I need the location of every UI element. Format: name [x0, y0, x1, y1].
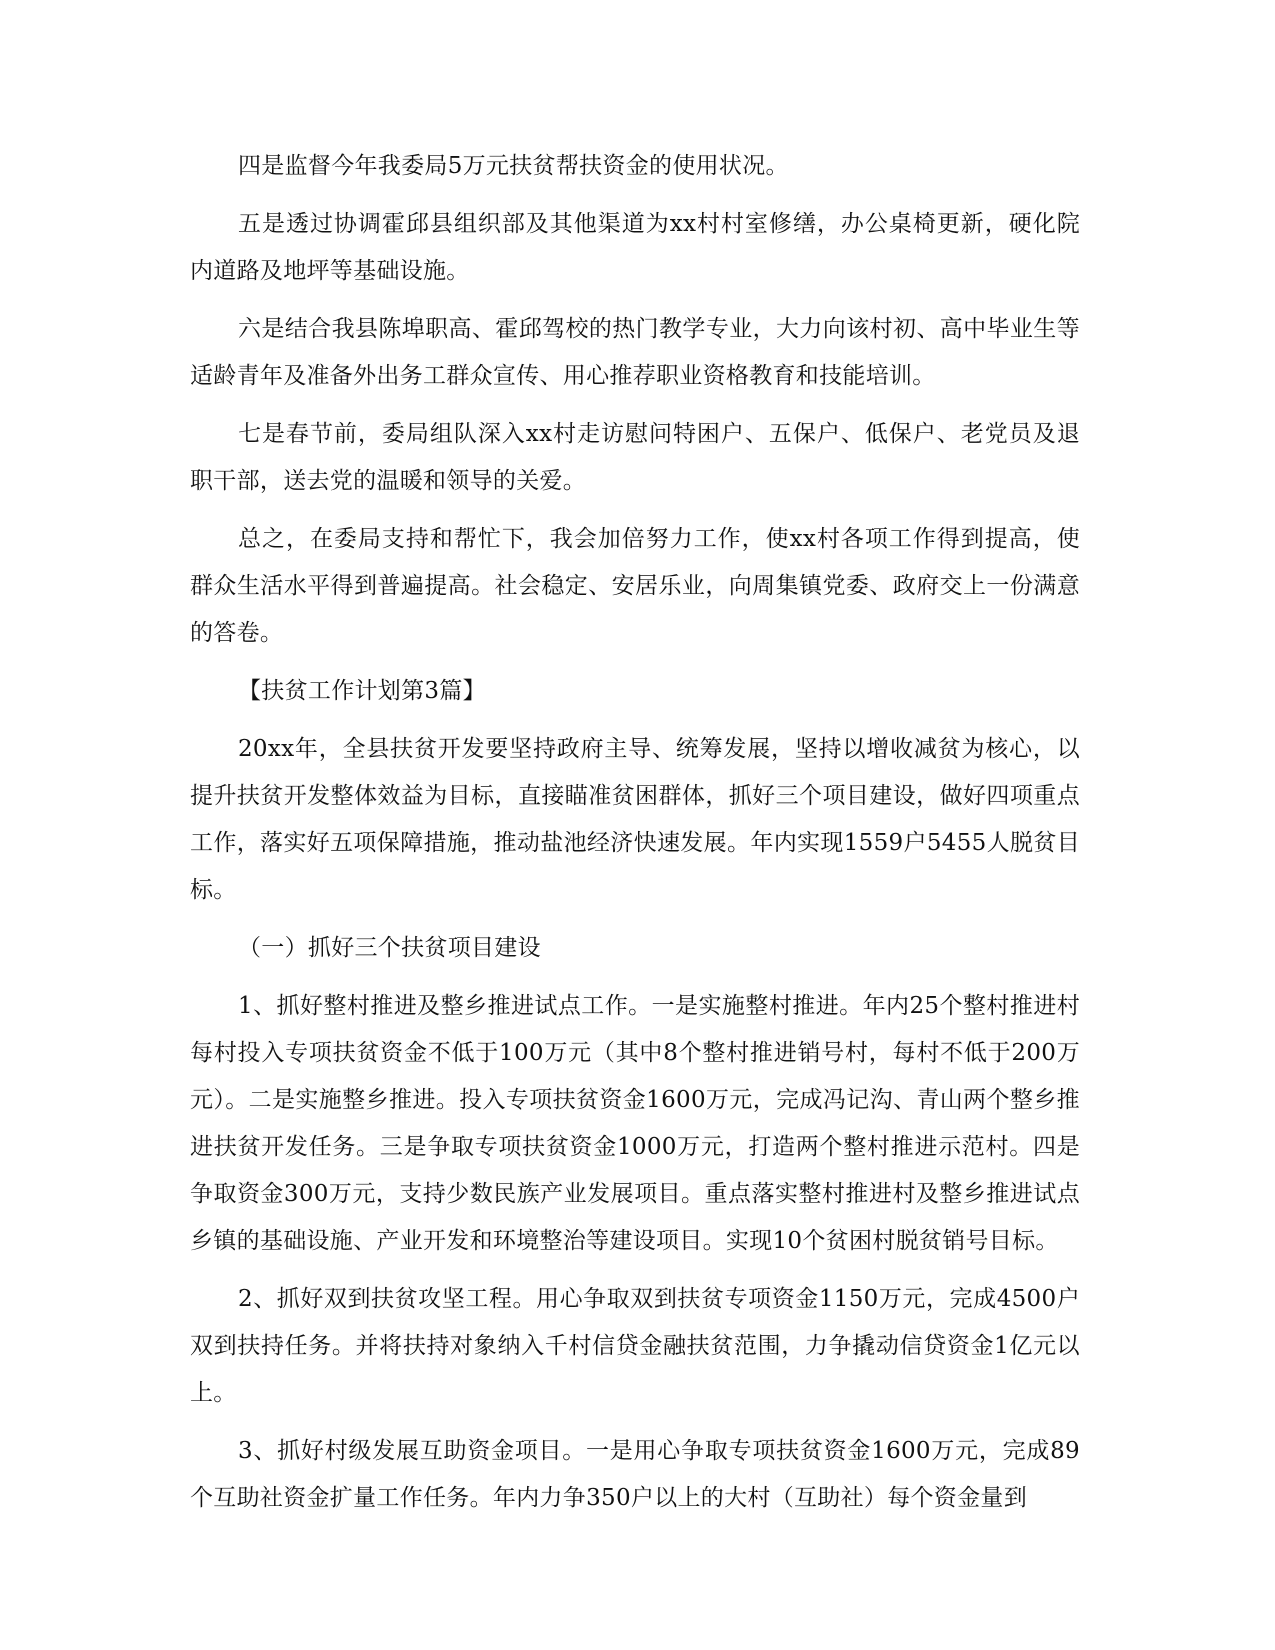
- document-body: [190, 143, 1080, 1533]
- section-heading: 【扶贫工作计划第3篇】: [238, 678, 486, 704]
- list-item: 3、抓好村级发展互助资金项目。一是用心争取专项扶贫资金1600万元，完成89个互助社资金扩量工作任务。年内力争350户以上的大村（互助社）每个资金量到: [190, 1438, 1080, 1511]
- subheading-three-projects: （一）抓好三个扶贫项目建设: [238, 935, 541, 961]
- paragraph-spring-visit: 七是春节前，委局组队深入xx村走访慰问特困户、五保户、低保户、老党员及退职干部，送去党的温暖和领导的关爱。: [190, 421, 1080, 494]
- paragraph-annual-goal: 20xx年，全县扶贫开发要坚持政府主导、统筹发展，坚持以增收减贫为核心，以提升扶贫开发整体效益为目标，直接瞄准贫困群体，抓好三个项目建设，做好四项重点工作，落实好五项保障措施，推动盐池经济快速发展。年内实现1559户5455人脱贫目标。: [190, 736, 1080, 903]
- paragraph-vocational-training: 六是结合我县陈埠职高、霍邱驾校的热门教学专业，大力向该村初、高中毕业生等适龄青年及准备外出务工群众宣传、用心推荐职业资格教育和技能培训。: [190, 316, 1080, 389]
- list-item: 1、抓好整村推进及整乡推进试点工作。一是实施整村推进。年内25个整村推进村每村投入专项扶贫资金不低于100万元（其中8个整村推进销号村，每村不低于200万元）。二是实施整乡推进。投入专项扶贫资金1600万元，完成冯记沟、青山两个整乡推进扶贫开发任务。三是争取专项扶贫资金1000万元，打造两个整村推进示范村。四是争取资金300万元，支持少数民族产业发展项目。重点落实整村推进村及整乡推进试点乡镇的基础设施、产业开发和环境整治等建设项目。实现10个贫困村脱贫销号目标。: [190, 993, 1080, 1254]
- paragraph-conclusion: 总之，在委局支持和帮忙下，我会加倍努力工作，使xx村各项工作得到提高，使群众生活水平得到普遍提高。社会稳定、安居乐业，向周集镇党委、政府交上一份满意的答卷。: [190, 526, 1080, 646]
- list-item: 2、抓好双到扶贫攻坚工程。用心争取双到扶贫专项资金1150万元，完成4500户双到扶持任务。并将扶持对象纳入千村信贷金融扶贫范围，力争撬动信贷资金1亿元以上。: [190, 1286, 1080, 1406]
- paragraph-supervise-funds: 四是监督今年我委局5万元扶贫帮扶资金的使用状况。: [238, 153, 789, 179]
- paragraph-village-repair: 五是透过协调霍邱县组织部及其他渠道为xx村村室修缮，办公桌椅更新，硬化院内道路及地坪等基础设施。: [190, 211, 1080, 284]
